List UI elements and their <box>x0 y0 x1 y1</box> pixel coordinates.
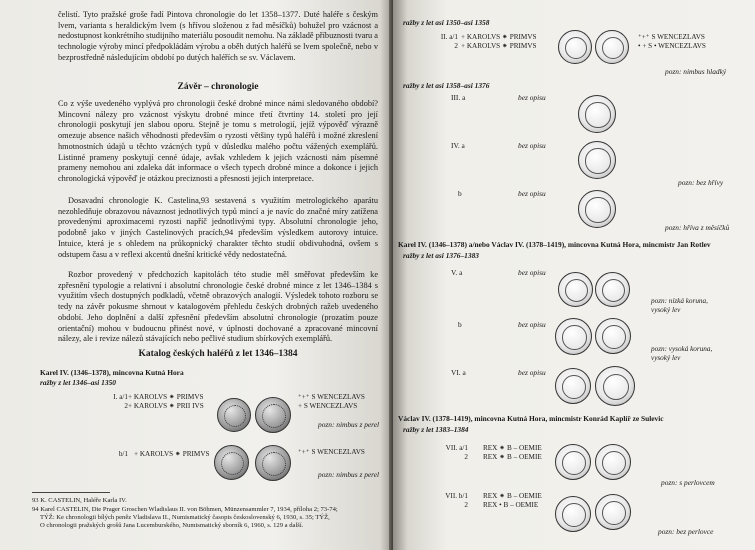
coin-reverse-image <box>595 272 630 307</box>
catalog-number: b/1 <box>118 450 128 458</box>
coin-image <box>578 190 616 228</box>
obverse-legend: + KAROLVS ⁕ PRIMVS + KAROLVS ⁕ PRIMVS <box>461 33 537 50</box>
footnote-94-cont: TÝŽ: Ke chronologii bílých peněz Vladislava II., Numismatický časopis československý 6, 1930, s. 35; TÝŽ, <box>40 514 330 521</box>
coin-reverse-image <box>255 445 291 481</box>
catalog-section-title: Karel IV. (1346–1378), mincovna Kutná Hora <box>40 368 184 377</box>
catalog-section-title: Václav IV. (1378–1419), mincovna Kutná Hora, mincmistr Konrád Kaplíř ze Sulevic <box>398 414 664 423</box>
footnote-94: 94 Karel CASTELIN, Die Prager Groschen Wladislaus II. von Böhmen, Münzensammler 7, 1934, příloha 2; 73-74; <box>32 506 338 513</box>
coin-obverse-image <box>555 444 591 480</box>
coin-obverse-image <box>555 318 592 355</box>
legend-text: REX ⁕ B – OEMIE REX ⁕ B – OEMIE <box>483 444 542 461</box>
period-heading: ražby z let asi 1350–asi 1358 <box>403 18 490 27</box>
catalog-note: pozn: nimbus hladký <box>665 67 727 76</box>
catalog-section-title: Karel IV. (1346–1378) a/nebo Václav IV. (1378–1419), mincovna Kutná Hora, mincmistr Jan Rotlev <box>398 240 711 249</box>
coin-image <box>578 141 616 179</box>
catalog-number: VII. b/1 2 <box>445 492 468 509</box>
catalog-number: V. a <box>451 268 463 277</box>
footnote-94-cont: O chronologii pražských grošů Jana Lucemburského, Numismatický sborník 6, 1960, s. 129 a další. <box>40 522 304 529</box>
catalog-note: pozn: vysoká koruna, vysoký lev <box>651 345 713 362</box>
coin-obverse-image <box>555 368 591 404</box>
catalog-note: pozn: nimbus z perel <box>318 470 380 479</box>
catalog-note: pozn: s perlovcem <box>661 478 715 487</box>
coin-reverse-image <box>595 366 635 406</box>
obverse-legend: + KAROLVS ⁕ PRIMVS <box>134 450 210 458</box>
catalog-number: b <box>458 320 462 329</box>
coin-reverse-image <box>595 30 629 64</box>
catalog-section-period: ražby z let 1383–1384 <box>403 425 469 434</box>
coin-reverse-image <box>595 318 631 354</box>
obverse-legend: + KAROLVS ⁕ PRIMVS + KAROLVS ⁕ PRII IVS <box>128 393 204 410</box>
legend-text: bez opisu <box>518 368 546 377</box>
catalog-number: III. a <box>451 93 466 102</box>
catalog-number: II. a/1 2 <box>440 33 458 50</box>
reverse-legend: ⁺+⁺ S WENCEZLAVS <box>298 448 365 456</box>
catalog-note: pozn: bez hřívy <box>678 178 724 187</box>
catalog-number: b <box>458 189 462 198</box>
legend-text: bez opisu <box>518 93 546 102</box>
legend-text: bez opisu <box>518 141 546 150</box>
footnote-93: 93 K. CASTELIN, Haléře Karla IV. <box>32 497 127 504</box>
catalog-number: VI. a <box>451 368 466 377</box>
paragraph-analysis: Rozbor provedený v předchozích kapitolách této studie měl směřovat především ke zpřesnění typologie a relativní i absolutní chronologie české drobné mince z let 1346–1384 s využitím všech dostupných podkladů, včetně obrazových analogií. Výsledek tohoto rozboru se tedy na závěr pokusme shrnout v katalogovém přehledu českých drobných ražeb uvedeného období. Jeho doplnění a další zpřesnění především absolutní chronologie (prozatím pouze orientační) mohou v budoucnu přinést nové, v úplnosti dochované a zpracované mincovní nálezy, ale i revize nálezů stávajících nebo pečlivé studium sbírkových exemplářů. <box>58 270 378 344</box>
coin-reverse-image <box>255 397 291 433</box>
intro-paragraph: čelistí. Tyto pražské groše řadí Pintova chronologie do let 1358–1377. Duté haléře s českým lvem, varianta s heraldickým lvem (s hřívou složenou z řad měsíčků) bohužel pro vzácnost a nedostupnost konkrétního studijního materiálu posoudit nemohu. Na základě příbuznosti tvaru a technologie výroby mincí předpokládám výrobu a oběh dutých haléřů se lvem společně, nebo v bezprostředně následujícím období po dutých haléřích se sv. Václavem. <box>58 10 378 62</box>
reverse-legend: ⁺+⁺ S WENCEZLAVS • + S • WENCEZLAVS <box>638 33 706 50</box>
legend-text: bez opisu <box>518 268 546 277</box>
catalog-note: pozn: nimbus z perel <box>318 420 380 429</box>
reverse-legend: ⁺+⁺ S WENCEZLAVS + S WENCEZLAVS <box>298 393 365 410</box>
legend-text: bez opisu <box>518 189 546 198</box>
coin-obverse-image <box>214 445 249 480</box>
legend-text: REX ⁕ B – OEMIE REX • B – OEMIE <box>483 492 542 509</box>
period-heading: ražby z let asi 1358–asi 1376 <box>403 81 490 90</box>
coin-obverse-image <box>555 496 591 532</box>
catalog-number: IV. a <box>451 141 465 150</box>
coin-obverse-image <box>558 272 593 307</box>
section-heading-catalog: Katalog českých haléřů z let 1346–1384 <box>138 349 298 359</box>
legend-text: bez opisu <box>518 320 546 329</box>
coin-image <box>578 95 616 133</box>
catalog-number: VII. a/1 2 <box>445 444 468 461</box>
paragraph-chronology: Co z výše uvedeného vyplývá pro chronologii české drobné mince námi sledovaného období? Mincovní nálezy pro vzácnost výskytu drobné mince třetí čtvrtiny 14. století pro její chronologii poskytují jen slabou oporu. Stejně je tomu s metrologií, jejíž výpověď výrazně omezuje absence našich věhodnosti především o ryzosti většiny typů haléřů i možné zkreslení hmotnostních údajů u těchto vzácných typů v důsledku malého počtu vážených exemplářů. Listinné prameny poskytují cenné údaje, avšak vzhledem k jejich vzácnosti nám písemné prameny nemohou ani zdaleka dát informace o všech typech drobné mince a dokonce i jejich chronologická výpověď je otázkou preciznosti a přesnosti jejich interpretace. <box>58 99 378 183</box>
catalog-number: I. a/1 2 <box>113 393 128 410</box>
catalog-note: pozn: hříva z měsíčků <box>665 223 730 232</box>
section-heading-conclusion: Závěr – chronologie <box>177 82 259 92</box>
footnote-divider <box>32 492 110 493</box>
coin-obverse-image <box>217 398 251 432</box>
catalog-note: pozn: nízká koruna, vysoký lev <box>651 297 708 314</box>
catalog-note: pozn: bez perlovce <box>658 527 714 536</box>
paragraph-castelin: Dosavadní chronologie K. Castelina,93 sestavená s využitím metrologického aparátu nezohledňuje obrazovou návaznost jednotlivých typů mincí a je navíc do značné míry zatížena provedenými aproximacemi ryzosti napříč jednotlivými typy. Absolutní chronologie jeho, podobně jako v jiných Castelinových pracích,94 především výsledkem autorovy intuice. Intuice, která je s ohledem na průkopnický charakter těchto studií obdivuhodná, ovšem s odstupem času a v reflexi akcentů dnešní kritické vědy nedostatečná. <box>58 196 378 259</box>
coin-reverse-image <box>595 494 631 530</box>
catalog-section-period: ražby z let asi 1376–1383 <box>403 251 479 260</box>
catalog-section-period: ražby z let 1346–asi 1350 <box>40 378 116 387</box>
right-page <box>393 0 755 550</box>
coin-obverse-image <box>558 30 592 64</box>
coin-reverse-image <box>595 444 631 480</box>
